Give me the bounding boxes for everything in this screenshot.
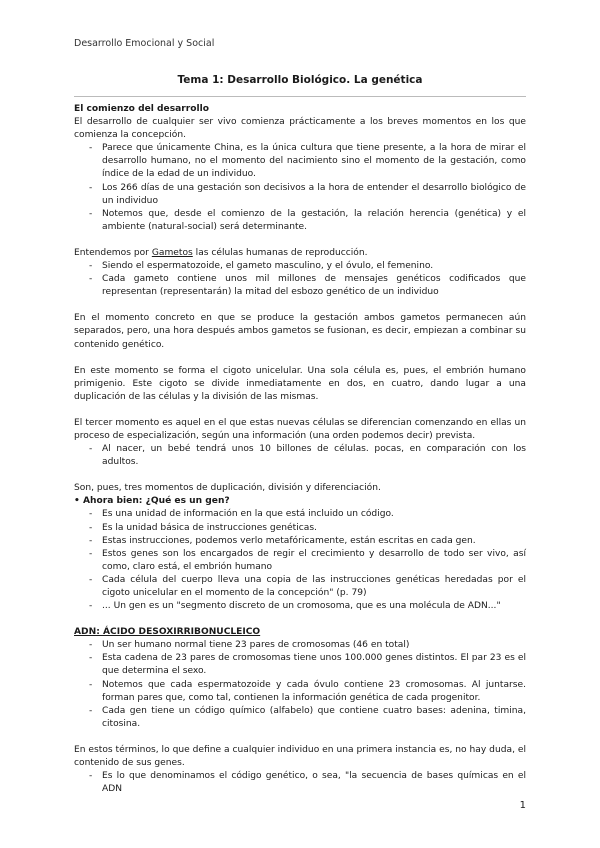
list-item: - ... Un gen es un "segmento discreto de un cromosoma, que es una molécula de ADN..." — [74, 600, 526, 613]
list-item: - Cada célula del cuerpo lleva una copia de las instrucciones genéticas heredadas por el cigoto unicelular en el momento de la concepción" (p. 79) — [74, 574, 526, 600]
running-header: Desarrollo Emocional y Social — [74, 38, 215, 49]
list-item: - Parece que únicamente China, es la única cultura que tiene presente, a la hora de mirar el desarrollo humano, no el momento del nacimiento sino el momento de la gestación, como índice de la edad de un individuo. — [74, 142, 526, 181]
paragraph: Son, pues, tres momentos de duplicación, división y diferenciación. — [74, 483, 381, 494]
list-item: - Notemos que cada espermatozoide y cada óvulo contiene 23 cromosomas. Al juntarse. forman pares que, como tal, contienen la información genética de cada progenitor. — [74, 679, 526, 705]
list-item: - Notemos que, desde el comienzo de la gestación, la relación herencia (genética) y el ambiente (natural-social) será determinante. — [74, 208, 526, 234]
list-item: - Al nacer, un bebé tendrá unos 10 billones de células. pocas, en comparación con los adultos. — [74, 443, 526, 469]
page-number: 1 — [519, 800, 526, 811]
question-heading: • Ahora bien: ¿Qué es un gen? — [74, 496, 230, 507]
list-item: - Siendo el espermatozoide, el gameto masculino, y el óvulo, el femenino. — [74, 260, 526, 273]
list-item: - Es la unidad básica de instrucciones genéticas. — [74, 522, 526, 535]
paragraph: En este momento se forma el cigoto unicelular. Una sola célula es, pues, el embrión humano primigenio. Este cigoto se divide inmediatamente en dos, en cuatro, dando lugar a una duplicación de las células y la división de las mismas. — [74, 365, 526, 402]
paragraph: El tercer momento es aquel en el que estas nuevas células se diferencian comenzando en ellas un proceso de especialización, según una información (una orden podemos decir) prevista. — [74, 417, 526, 441]
bullet-list — [74, 770, 526, 796]
list-item: - Esta cadena de 23 pares de cromosomas tiene unos 100.000 genes distintos. El par 23 es el que determina el sexo. — [74, 652, 526, 678]
list-item: - Cada gen tiene un código químico (alfabelo) que contiene cuatro bases: adenina, timina, citosina. — [74, 705, 526, 731]
title-rule — [74, 96, 526, 97]
list-item: - Cada gameto contiene unos mil millones de mensajes genéticos codificados que representan (representarán) la mitad del esbozo genético de un individuo — [74, 273, 526, 299]
paragraph-gametos: Entendemos por Gametos las células humanas de reproducción. — [74, 247, 368, 258]
section-heading-comienzo: El comienzo del desarrollo — [74, 104, 209, 114]
list-item: - Un ser humano normal tiene 23 pares de cromosomas (46 en total) — [74, 639, 526, 652]
gametos-term: Gametos — [151, 247, 193, 258]
section-heading-adn: ADN: ÁCIDO DESOXIRRIBONUCLEICO — [74, 627, 261, 638]
document-title: Tema 1: Desarrollo Biológico. La genética — [177, 74, 423, 86]
paragraph: El desarrollo de cualquier ser vivo comienza prácticamente a los breves momentos en los que comienza la concepción. — [74, 117, 526, 141]
bullet-list — [74, 443, 526, 469]
bullet-list — [74, 639, 526, 731]
list-item: - Estas instrucciones, podemos verlo metafóricamente, están escritas en cada gen. — [74, 535, 526, 548]
list-item: - Es lo que denominamos el código genético, o sea, "la secuencia de bases químicas en el ADN — [74, 770, 526, 796]
list-item: - Es una unidad de información en la que está incluido un código. — [74, 508, 526, 521]
list-item: - Los 266 días de una gestación son decisivos a la hora de entender el desarrollo biológico de un individuo — [74, 182, 526, 208]
bullet-list — [74, 142, 526, 234]
paragraph: En estos términos, lo que define a cualquier individuo en una primera instancia es, no hay duda, el contenido de sus genes. — [74, 744, 526, 769]
bullet-list — [74, 260, 526, 299]
document-body — [74, 103, 526, 796]
paragraph: En el momento concreto en que se produce la gestación ambos gametos permanecen aún separados, pero, una hora después ambos gametos se fusionan, es decir, empiezan a combinar su contenido genético. — [74, 313, 526, 350]
list-item: - Estos genes son los encargados de regir el crecimiento y desarrollo de todo ser vivo, así como, claro está, el embrión humano — [74, 548, 526, 574]
bullet-list — [74, 508, 526, 613]
